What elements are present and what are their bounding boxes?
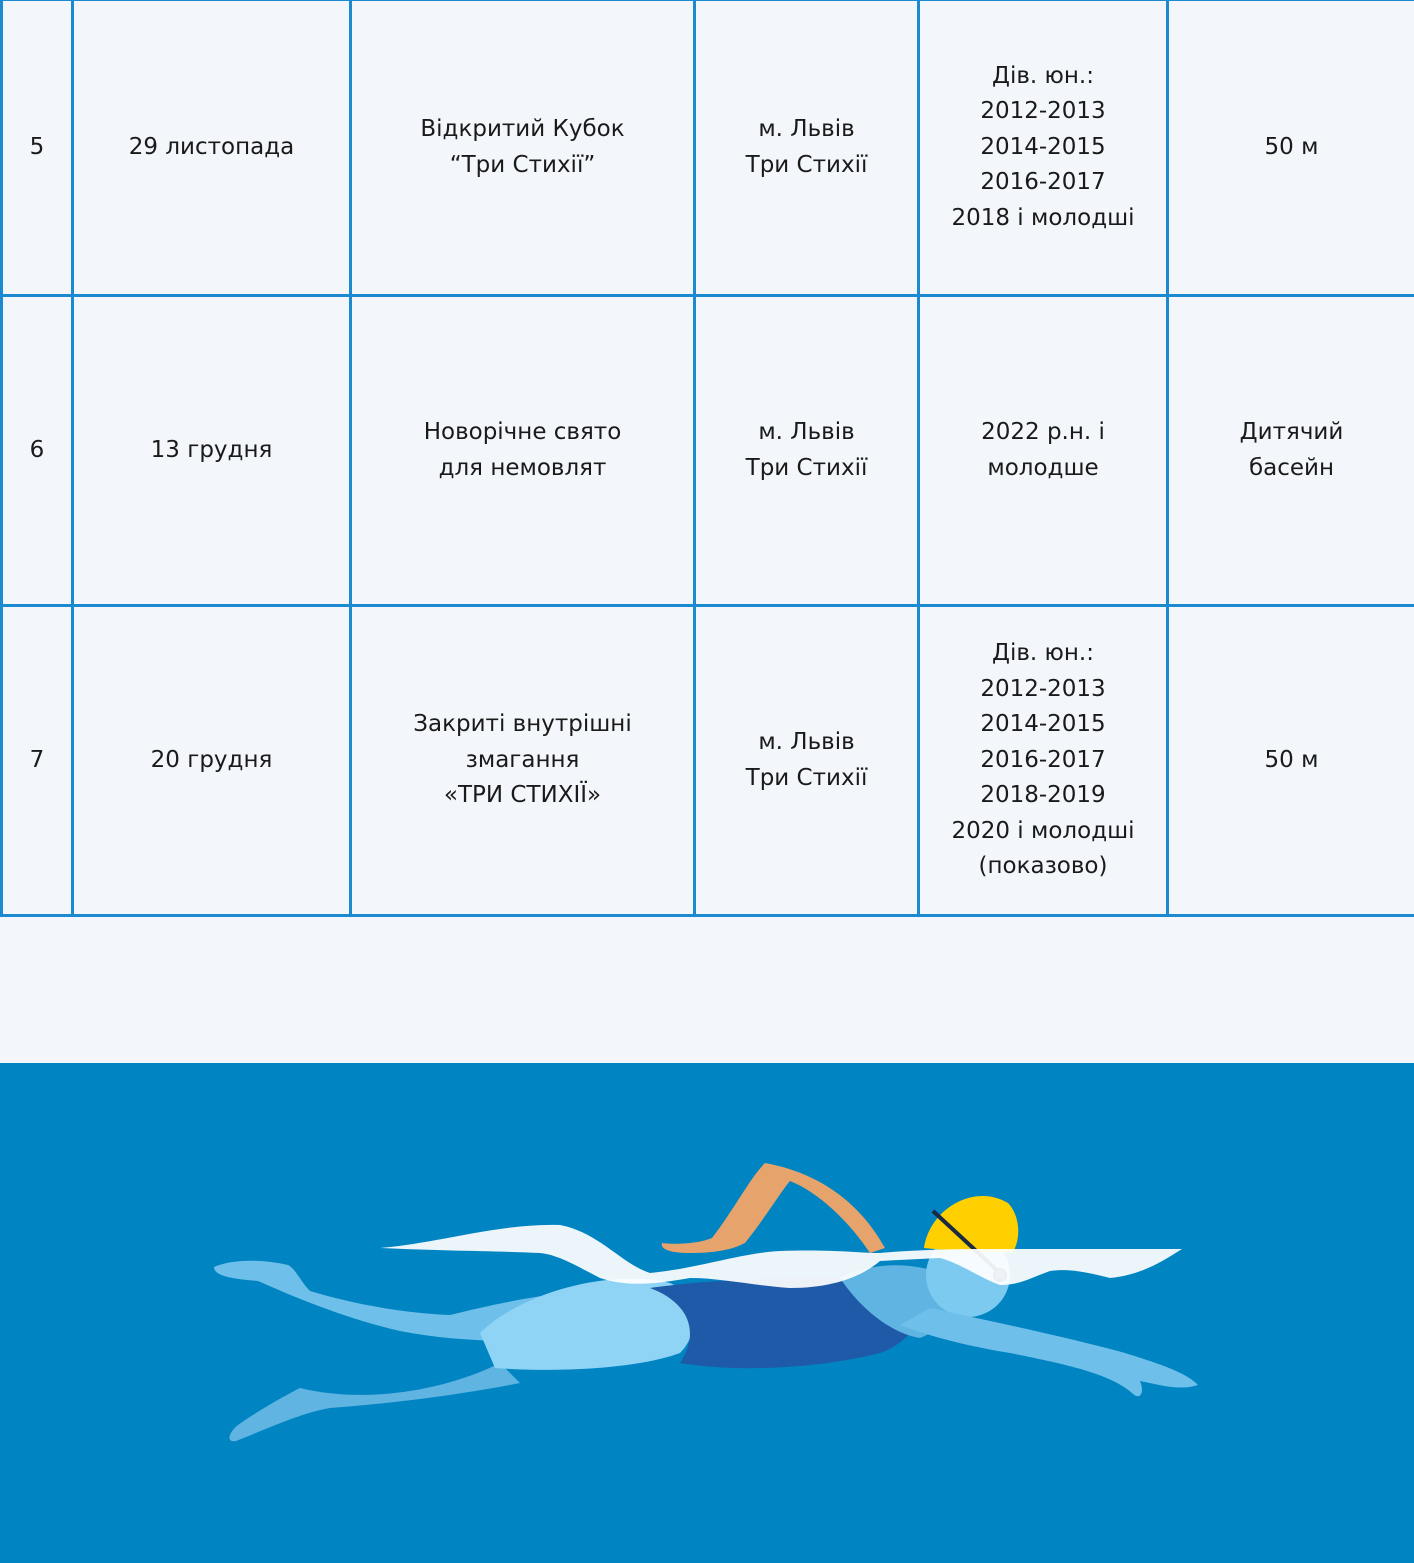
row-number-cell: 7	[2, 606, 73, 916]
row-number-cell: 6	[2, 296, 73, 606]
date-cell: 29 листопада	[73, 0, 351, 296]
age-groups-cell: Дів. юн.: 2012-2013 2014-2015 2016-2017 2018 і молодші	[919, 0, 1168, 296]
date-cell: 13 грудня	[73, 296, 351, 606]
swimmer-illustration-icon	[0, 1063, 1414, 1563]
location-cell: м. Львів Три Стихії	[695, 606, 919, 916]
swimmer-extended-arm	[900, 1308, 1198, 1396]
table-row	[2, 606, 1414, 916]
event-cell: Відкритий Кубок “Три Стихії”	[351, 0, 695, 296]
pool-cell: 50 м	[1168, 606, 1414, 916]
row-number-cell: 5	[2, 0, 73, 296]
location-cell: м. Львів Три Стихії	[695, 0, 919, 296]
event-cell: Новорічне свято для немовлят	[351, 296, 695, 606]
water-surface	[380, 1225, 1182, 1288]
event-cell: Закриті внутрішні змагання «ТРИ СТИХІЇ»	[351, 606, 695, 916]
swimmer-recovering-arm	[662, 1163, 885, 1253]
pool-banner	[0, 1063, 1414, 1563]
pool-cell: 50 м	[1168, 0, 1414, 296]
age-groups-cell: 2022 р.н. і молодше	[919, 296, 1168, 606]
date-cell: 20 грудня	[73, 606, 351, 916]
table-row	[2, 296, 1414, 606]
table-row	[2, 0, 1414, 296]
location-cell: м. Львів Три Стихії	[695, 296, 919, 606]
age-groups-cell: Дів. юн.: 2012-2013 2014-2015 2016-2017 2018-2019 2020 і молодші (показово)	[919, 606, 1168, 916]
swimmer-lower-leg	[229, 1363, 520, 1441]
pool-cell: Дитячий басейн	[1168, 296, 1414, 606]
